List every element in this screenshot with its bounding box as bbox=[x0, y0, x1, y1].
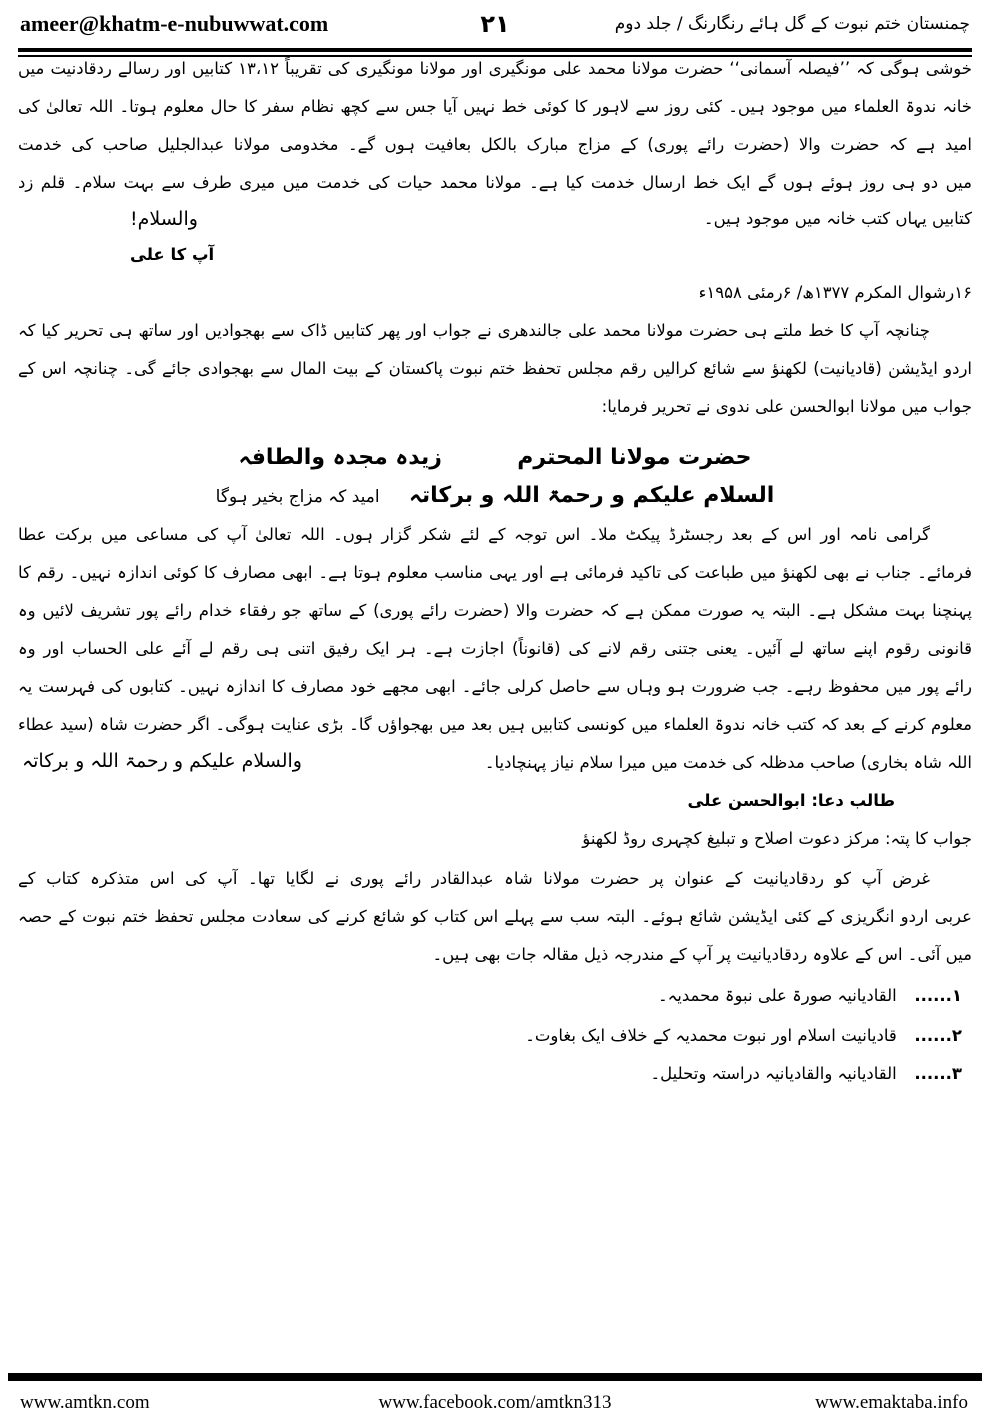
text-line: عربی اردو انگریزی کے کئی ایڈیشن شائع ہوئے۔ البتہ سب سے پہلے اس کتاب کو شائع کرنے کی سعادت مجلس تحفظ ختم نبوت کے حصہ bbox=[18, 907, 972, 926]
letter-salutation bbox=[0, 440, 990, 476]
text-line: غرض آپ کو ردقادیانیت کے عنوان پر حضرت مولانا شاہ عبدالقادر رائے پوری نے لگایا تھا۔ آپ کی اس متذکرہ کتاب کے bbox=[18, 869, 930, 888]
letter-closing: والسلام! bbox=[130, 208, 198, 230]
letter-signature: آپ کا علی bbox=[130, 245, 215, 264]
text-line: میں آئی۔ اس کے علاوہ ردقادیانیت پر آپ کے مندرجہ ذیل مقالہ جات بھی ہیں۔ bbox=[432, 945, 972, 964]
footer-rule bbox=[8, 1373, 982, 1381]
list-item bbox=[525, 1019, 962, 1053]
text-line: گرامی نامہ اور اس کے بعد رجسٹرڈ پیکٹ ملا۔ اس توجہ کے لئے شکر گزار ہوں۔ اللہ تعالیٰ آپ کی مساعی میں برکت عطا bbox=[18, 525, 930, 544]
text-line: فرمائے۔ جناب نے بھی لکھنؤ میں طباعت کی تاکید فرمائی ہے اور یہی مناسب معلوم ہوتا ہے۔ ابھی مصارف کا کوئی اندازہ نہیں۔ رقم کا bbox=[18, 563, 972, 582]
item-number: ۱...... bbox=[914, 986, 962, 1005]
book-title: چمنستان ختم نبوت کے گل ہائے رنگارنگ / جلد دوم bbox=[614, 14, 970, 34]
letter-greeting bbox=[0, 478, 990, 514]
footer-link-center[interactable]: www.facebook.com/amtkn313 bbox=[378, 1392, 612, 1413]
text-line: خانہ ندوۃ العلماء میں موجود ہیں۔ کئی روز سے لاہور کا کوئی خط نہیں آیا جس سے کچھ نظام سفر کا حال معلوم ہوتا۔ اللہ تعالیٰ کی bbox=[18, 97, 972, 116]
footer-link-left[interactable]: www.amtkn.com bbox=[20, 1392, 150, 1413]
letter-signature: طالب دعا: ابوالحسن علی bbox=[687, 791, 895, 810]
reply-address: جواب کا پتہ: مرکز دعوت اصلاح و تبلیغ کچہری روڈ لکھنؤ bbox=[582, 829, 972, 848]
text-line: رائے پور میں محفوظ رہے۔ جب ضرورت ہو وہاں سے حاصل کرلی جائے۔ ابھی مجھے خود مصارف کا اندازہ نہیں۔ کتابوں کی فہرست یہ bbox=[18, 677, 972, 696]
text-line: پہنچنا بہت مشکل ہے۔ البتہ یہ صورت ممکن ہے کہ حضرت والا (حضرت رائے پوری) کے ساتھ جو رفقاء خدام رائے پور تشریف لائیں وہ bbox=[18, 601, 972, 620]
text-line: جواب میں مولانا ابوالحسن علی ندوی نے تحریر فرمایا: bbox=[601, 397, 972, 416]
text-line: خوشی ہوگی کہ ’’فیصلہ آسمانی‘‘ حضرت مولانا محمد علی مونگیری اور مولانا مونگیری کی تقریباً ۱۳،۱۲ کتابیں اور رسالے ردقادنیت میں bbox=[18, 59, 972, 78]
item-number: ۲...... bbox=[914, 1026, 962, 1045]
text-line: امید ہے کہ حضرت والا (حضرت رائے پوری) کے مزاج مبارک بالکل بعافیت ہوں گے۔ مخدومی مولانا عبدالجلیل صاحب کی خدمت bbox=[18, 135, 972, 154]
text-line: چنانچہ آپ کا خط ملتے ہی حضرت مولانا محمد علی جالندھری نے جواب اور پھر کتابیں ڈاک سے بھجوادیں اور ساتھ ہی تحریر کیا کہ bbox=[18, 321, 930, 340]
greeting-tail: امید کہ مزاج بخیر ہوگا bbox=[215, 487, 380, 507]
text-line: اللہ شاہ بخاری) صاحب مدظلہ کی خدمت میں میرا سلام نیاز پہنچادیا۔ bbox=[484, 753, 972, 772]
text-line: قانونی رقوم اپنے ساتھ لے آئیں۔ یعنی جتنی رقم لانے کی (قانوناً) اجازت ہے۔ ہر ایک رفیق اتنی ہی رقم لے آئے علی الحساب اور وہ bbox=[18, 639, 972, 658]
item-title: القادیانیہ والقادیانیہ دراستہ وتحلیل۔ bbox=[650, 1064, 897, 1083]
salutation-text: حضرت مولانا المحترم bbox=[517, 445, 752, 470]
text-line: میں دو ہی روز ہوئے ہوں گے ایک خط ارسال خدمت کیا ہے۔ مولانا محمد حیات کی خدمت میں میری طرف سے بہت سلام۔ قلم زد bbox=[18, 173, 972, 192]
greeting-text: السلام علیکم و رحمۃ اللہ و برکاتہ bbox=[408, 483, 775, 508]
header-email: ameer@khatm-e-nubuwwat.com bbox=[20, 11, 329, 36]
text-line: کتابیں یہاں کتب خانہ میں موجود ہیں۔ bbox=[703, 209, 972, 228]
letter-date: ۱۶رشوال المکرم ۱۳۷۷ھ/ ۶رمئی ۱۹۵۸ء bbox=[698, 283, 972, 302]
salutation-right: زیدہ مجدہ والطافہ bbox=[238, 445, 442, 470]
item-number: ۳...... bbox=[914, 1064, 962, 1083]
text-line: اردو ایڈیشن (قادیانیت) لکھنؤ سے شائع کرالیں رقم مجلس تحفظ ختم نبوت پاکستان کے بیت المال سے بھجوادی جائے گی۔ چنانچہ اس کے bbox=[18, 359, 972, 378]
text-line: معلوم کرنے کے بعد کہ کتب خانہ ندوۃ العلماء میں کونسی کتابیں ہیں بعد میں بھجواؤں گا۔ بڑی عنایت ہوگی۔ اگر حضرت شاہ (سید عطاء bbox=[18, 715, 972, 734]
list-item bbox=[650, 1057, 962, 1091]
footer-link-right[interactable]: www.emaktaba.info bbox=[815, 1392, 968, 1413]
item-title: قادیانیت اسلام اور نبوت محمدیہ کے خلاف ایک بغاوت۔ bbox=[525, 1026, 897, 1045]
list-item bbox=[658, 979, 962, 1013]
page-number: ۲۱ bbox=[480, 10, 510, 38]
letter-closing: والسلام علیکم و رحمۃ اللہ و برکاتہ bbox=[22, 750, 302, 772]
item-title: القادیانیہ صورۃ علی نبوۃ محمدیہ۔ bbox=[657, 986, 897, 1005]
